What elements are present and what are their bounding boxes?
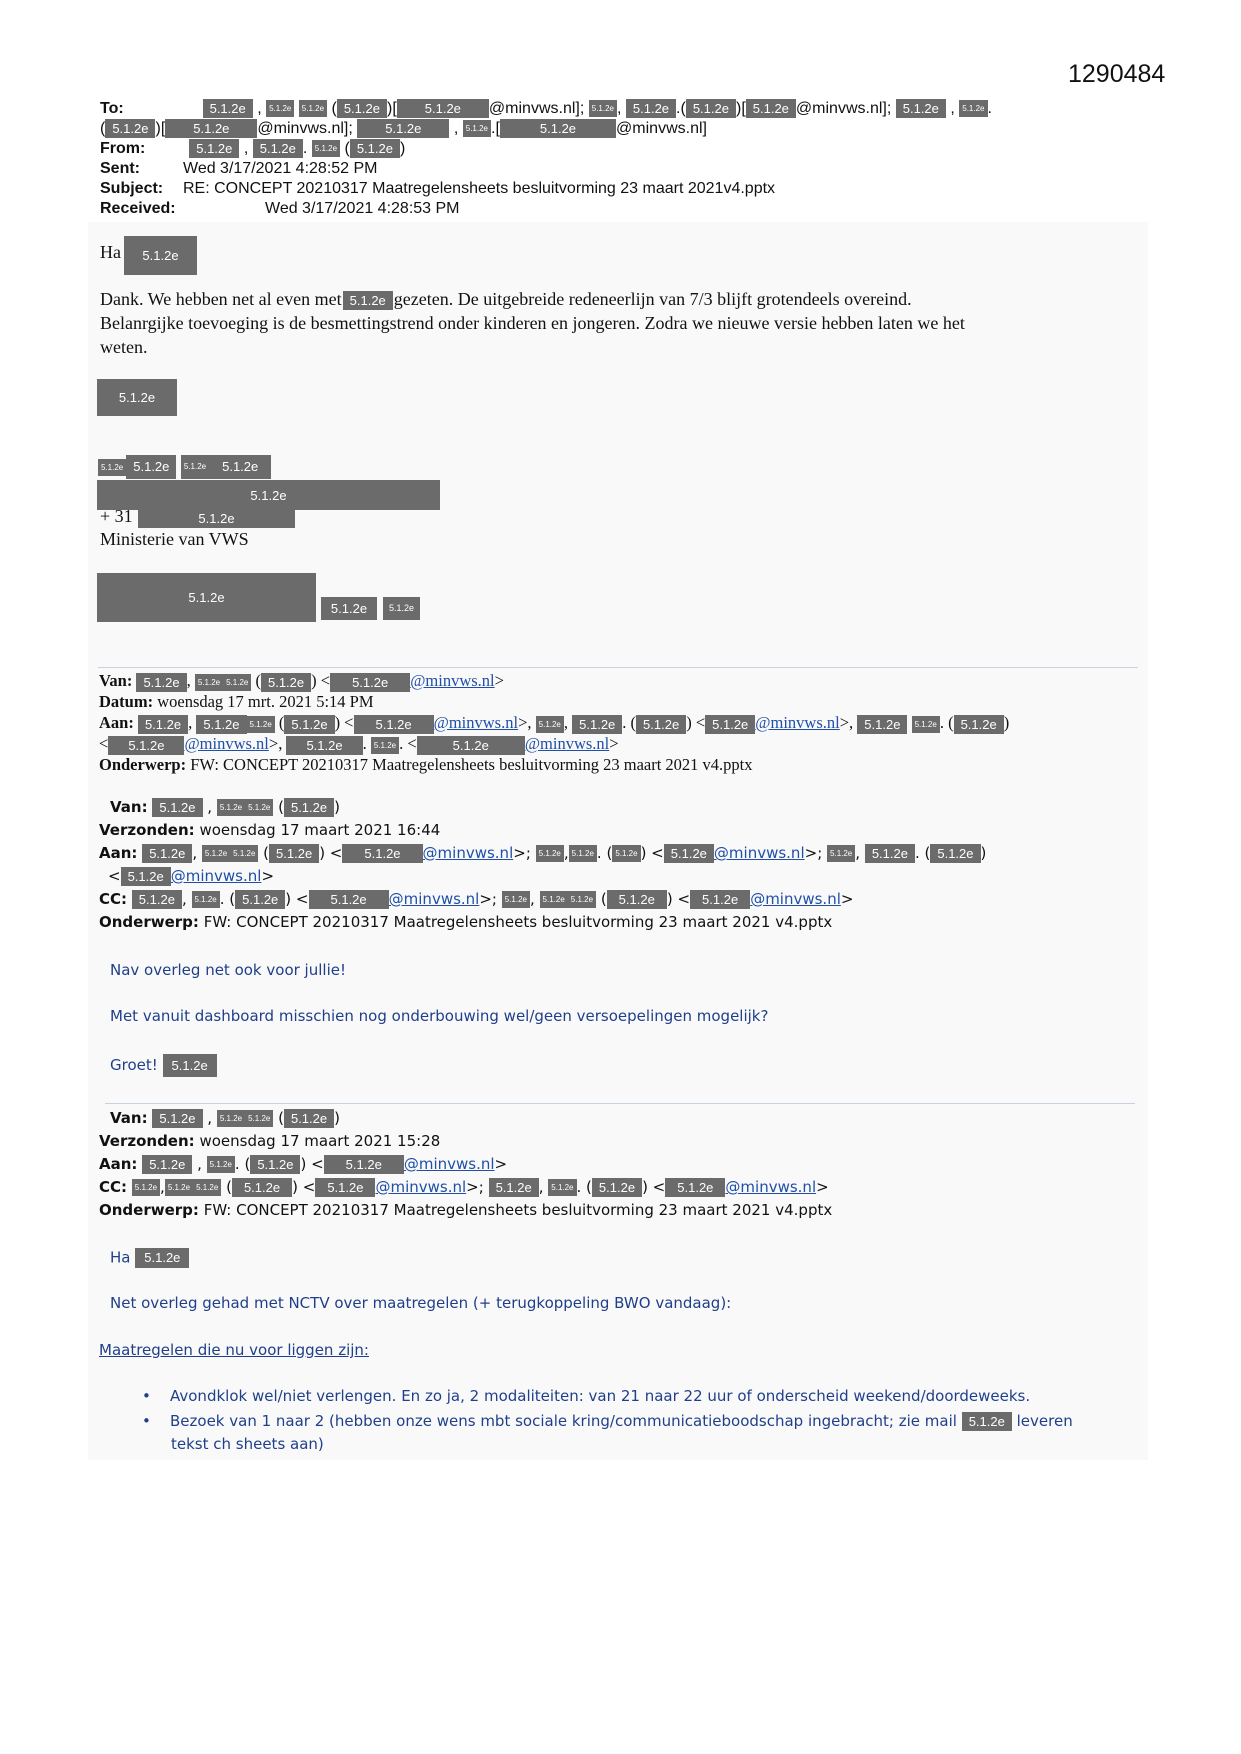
redaction: 5.1.2e [121,867,171,886]
email-link[interactable]: @minvws.nl [422,844,514,862]
redaction: 5.1.2e [138,715,188,734]
greet-text: Groet! [110,1056,158,1074]
redaction: 5.1.2e [135,1248,189,1268]
to-line: To: 5.1.2e , 5.1.2e 5.1.2e ( 5.1.2e )[ 5.1.2e @minvws.nl]; 5.1.2e , 5.1.2e .( 5.1.2e )[ 5.1.2e @minvws.nl]; 5.1.2e , 5.1.2e . [100,100,992,117]
verzonden-value: woensdag 17 maart 2021 16:44 [199,821,441,839]
redaction: 5.1.2e [181,455,209,479]
email4-verzonden [99,1130,440,1153]
bullet-text: Avondklok wel/niet verlengen. En zo ja, 2 modaliteiten: van 21 naar 22 uur of onderscheid weekend/doordeweeks. [170,1387,1031,1405]
phone-prefix: + 31 [100,506,133,526]
email4-greeting [110,1248,189,1268]
received-line [100,199,176,219]
email-domain: @minvws.nl [795,100,883,117]
redaction: 5.1.2e [284,715,334,734]
redaction: 5.1.2e [203,99,253,118]
redaction: 5.1.2e [209,455,271,479]
email-link[interactable]: @minvws.nl [433,713,519,732]
email2-aan: Aan: 5.1.2e , 5.1.2e 5.1.2e ( 5.1.2e ) < 5.1.2e @minvws.nl>, 5.1.2e , 5.1.2e . ( 5.1.2e ) < 5.1.2e @minvws.nl>, 5.1.2e 5.1.2e . ( 5.1.2e ) [99,713,1010,732]
redaction: 5.1.2e [312,140,340,157]
verzonden-label: Verzonden: [99,1132,195,1150]
email-link[interactable]: @minvws.nl [388,890,480,908]
redaction: 5.1.2e [592,1178,642,1197]
redaction: 5.1.2e [266,100,294,117]
email-domain: @minvws.nl [488,100,576,117]
redaction: 5.1.2e [500,119,616,138]
redaction: 5.1.2e [247,716,275,733]
onderwerp-label: Onderwerp: [99,1201,199,1219]
datum-value: woensdag 17 mrt. 2021 5:14 PM [157,692,374,711]
email-link[interactable]: @minvws.nl [170,867,262,885]
redaction: 5.1.2e [746,99,796,118]
redaction: 5.1.2e [223,674,251,691]
redaction: 5.1.2e [189,139,239,158]
redaction: 5.1.2e [636,715,686,734]
redaction: 5.1.2e [568,891,596,908]
email2-aan-2: < 5.1.2e @minvws.nl>, 5.1.2e . 5.1.2e . < 5.1.2e @minvws.nl> [99,734,619,753]
email2-van: Van: 5.1.2e , 5.1.2e 5.1.2e ( 5.1.2e ) < 5.1.2e @minvws.nl> [99,671,504,690]
to-line-2: ( 5.1.2e )[ 5.1.2e @minvws.nl]; 5.1.2e , 5.1.2e .[ 5.1.2e @minvws.nl] [100,120,707,137]
redaction: 5.1.2e [217,1110,245,1127]
redaction: 5.1.2e [665,1178,725,1197]
aan-label: Aan: [99,713,134,732]
ministry: Ministerie van VWS [100,529,249,549]
to-label: To: [100,100,124,117]
subject-value: RE: CONCEPT 20210317 Maatregelensheets besluitvorming 23 maart 2021v4.pptx [183,180,776,197]
email-domain: @minvws.nl [257,120,344,137]
redaction: 5.1.2e [195,674,223,691]
received-label: Received: [100,200,176,217]
email-link[interactable]: @minvws.nl [184,734,269,753]
greeting-text: Ha [110,1248,131,1267]
redaction: 5.1.2e [589,100,617,117]
email3-line-2: Met vanuit dashboard misschien nog onderbouwing wel/geen versoepelingen mogelijk? [110,1007,769,1025]
from-line: From: 5.1.2e , 5.1.2e . 5.1.2e ( 5.1.2e ) [100,140,406,157]
received-value: Wed 3/17/2021 4:28:53 PM [265,200,460,217]
body-text: Dank. We hebben net al even met [100,289,342,309]
email3-greet [110,1054,217,1077]
redaction: 5.1.2e [357,119,449,138]
email-link[interactable]: @minvws.nl [713,844,805,862]
redaction: 5.1.2e [235,890,285,909]
redaction: 5.1.2e [321,597,377,620]
redaction: 5.1.2e [192,891,220,908]
redaction: 5.1.2e [136,673,186,692]
redaction: 5.1.2e [962,1412,1012,1431]
verzonden-value: woensdag 17 maart 2021 15:28 [199,1132,441,1150]
redaction: 5.1.2e [163,1054,217,1077]
van-label: Van: [110,1109,148,1127]
email-link[interactable]: @minvws.nl [410,671,495,690]
redaction: 5.1.2e [954,715,1004,734]
email3-aan-2: < 5.1.2e @minvws.nl> [108,867,275,885]
redaction: 5.1.2e [664,844,714,863]
redaction: 5.1.2e [827,845,855,862]
email3-van: Van: 5.1.2e , 5.1.2e 5.1.2e ( 5.1.2e ) [110,798,340,816]
email-link[interactable]: @minvws.nl [750,890,841,908]
body-line-1 [100,287,912,311]
redaction: 5.1.2e [330,673,410,692]
redaction: 5.1.2e [98,459,126,476]
datum-label: Datum: [99,692,154,711]
redaction: 5.1.2e [865,844,915,863]
from-label: From: [100,140,146,157]
redaction: 5.1.2e [502,891,530,908]
email-link[interactable]: @minvws.nl [755,713,840,732]
onderwerp-value: FW: CONCEPT 20210317 Maatregelensheets besluitvorming 23 maart 2021 v4.pptx [203,913,833,931]
redaction: 5.1.2e [354,715,434,734]
email3-cc: CC: 5.1.2e , 5.1.2e . ( 5.1.2e ) < 5.1.2e @minvws.nl>; 5.1.2e , 5.1.2e 5.1.2e ( 5.1.2e ) < 5.1.2e @minvws.nl> [99,890,854,908]
redaction: 5.1.2e [337,99,387,118]
redaction: 5.1.2e [245,799,273,816]
bullet-icon: • [142,1412,151,1430]
redaction: 5.1.2e [930,844,980,863]
email3-onderwerp [99,911,832,934]
greeting-text: Ha [100,242,121,262]
redaction: 5.1.2e [857,715,907,734]
redaction: 5.1.2e [152,798,202,817]
redaction: 5.1.2e [138,508,295,528]
redaction: 5.1.2e [245,1110,273,1127]
email4-line-1: Net overleg gehad met NCTV over maatregelen (+ terugkoppeling BWO vandaag): [110,1294,732,1312]
redaction: 5.1.2e [286,736,362,755]
email-link[interactable]: @minvws.nl [403,1155,495,1173]
sent-line [100,159,140,179]
cc-label: CC: [99,1178,128,1196]
document-number: 1290484 [1068,60,1166,88]
email-link[interactable]: @minvws.nl [375,1178,467,1196]
bullet-item-2 [142,1412,1073,1431]
redaction: 5.1.2e [142,1155,192,1174]
onderwerp-value: FW: CONCEPT 20210317 Maatregelensheets besluitvorming 23 maart 2021 v4.pptx [203,1201,833,1219]
redaction: 5.1.2e [540,891,568,908]
signature-name [98,455,271,479]
redaction: 5.1.2e [207,1156,235,1173]
redaction: 5.1.2e [705,715,755,734]
divider [105,1103,1135,1104]
redaction: 5.1.2e [284,1109,334,1128]
onderwerp-label: Onderwerp: [99,755,187,774]
greeting [100,240,121,264]
aan-label: Aan: [99,1155,138,1173]
redaction: 5.1.2e [371,737,399,754]
body-line-3: weten. [100,337,148,357]
onderwerp-label: Onderwerp: [99,913,199,931]
redaction: 5.1.2e [250,1155,300,1174]
redaction: 5.1.2e [572,715,622,734]
redaction: 5.1.2e [230,845,258,862]
redaction: 5.1.2e [232,1178,292,1197]
redaction: 5.1.2e [165,1179,193,1196]
bullet-text: leveren [1016,1412,1073,1430]
redaction: 5.1.2e [350,139,400,158]
redaction: 5.1.2e [536,845,564,862]
cc-label: CC: [99,890,128,908]
bullet-item-1 [142,1387,1031,1405]
redaction: 5.1.2e [896,99,946,118]
sent-value: Wed 3/17/2021 4:28:52 PM [183,160,378,177]
redaction: 5.1.2e [912,716,940,733]
redaction: 5.1.2e [626,99,676,118]
measures-heading: Maatregelen die nu voor liggen zijn: [99,1341,369,1359]
redaction: 5.1.2e [202,845,230,862]
divider [98,667,1138,668]
aan-label: Aan: [99,844,138,862]
email4-cc: CC: 5.1.2e , 5.1.2e 5.1.2e ( 5.1.2e ) < 5.1.2e @minvws.nl>; 5.1.2e , 5.1.2e . ( 5.1.2e ) < 5.1.2e @minvws.nl> [99,1178,829,1196]
redaction: 5.1.2e [193,1179,221,1196]
verzonden-label: Verzonden: [99,821,195,839]
redaction: 5.1.2e [612,845,640,862]
redaction: 5.1.2e [269,844,319,863]
body-text: gezeten. De uitgebreide redeneerlijn van 7/3 blijft grotendeels overeind. [393,289,912,309]
redaction: 5.1.2e [463,120,491,137]
bullet-item-2-cont: tekst ch sheets aan) [171,1435,324,1453]
redaction: 5.1.2e [315,1178,375,1197]
email4-van: Van: 5.1.2e , 5.1.2e 5.1.2e ( 5.1.2e ) [110,1109,340,1127]
email4-aan: Aan: 5.1.2e , 5.1.2e . ( 5.1.2e ) < 5.1.2e @minvws.nl> [99,1155,508,1173]
redaction: 5.1.2e [686,99,736,118]
email-link[interactable]: @minvws.nl [524,734,610,753]
redaction: 5.1.2e [217,799,245,816]
redaction: 5.1.2e [165,119,257,138]
redaction: 5.1.2e [417,736,525,755]
email3-line-1: Nav overleg net ook voor jullie! [110,961,346,979]
subject-label: Subject: [100,180,164,197]
redaction: 5.1.2e [343,291,393,310]
redaction: 5.1.2e [959,100,987,117]
redaction: 5.1.2e [397,99,489,118]
email3-aan: Aan: 5.1.2e , 5.1.2e 5.1.2e ( 5.1.2e ) < 5.1.2e @minvws.nl>; 5.1.2e , 5.1.2e . ( 5.1.2e ) < 5.1.2e @minvws.nl>; 5.1.2e , 5.1.2e . ( 5.1.2e ) [99,844,987,862]
redaction: 5.1.2e [548,1179,576,1196]
redaction: 5.1.2e [196,715,246,734]
email3-verzonden [99,819,440,842]
redaction: 5.1.2e [261,673,311,692]
redaction: 5.1.2e [152,1109,202,1128]
redaction: 5.1.2e [324,1155,404,1174]
van-label: Van: [110,798,148,816]
email-link[interactable]: @minvws.nl [725,1178,817,1196]
redaction: 5.1.2e [489,1178,539,1197]
bullet-text: Bezoek van 1 naar 2 (hebben onze wens mbt sociale kring/communicatieboodschap ingebracht; zie mail [170,1412,957,1430]
redaction: 5.1.2e [97,573,316,622]
onderwerp-value: FW: CONCEPT 20210317 Maatregelensheets besluitvorming 23 maart 2021 v4.pptx [190,755,753,774]
redaction: 5.1.2e [108,736,184,755]
redaction: 5.1.2e [536,716,564,733]
redaction: 5.1.2e [124,236,197,275]
redaction: 5.1.2e [607,890,667,909]
van-label: Van: [99,671,133,690]
email2-datum [99,691,374,712]
redaction: 5.1.2e [97,480,440,510]
redaction: 5.1.2e [690,890,750,909]
redaction: 5.1.2e [299,100,327,117]
sent-label: Sent: [100,160,140,177]
redaction: 5.1.2e [569,845,597,862]
redaction: 5.1.2e [383,597,420,620]
body-line-2: Belanrgijke toevoeging is de besmettingstrend onder kinderen en jongeren. Zodra we nieuwe versie hebben laten we het [100,313,965,333]
redaction: 5.1.2e [105,119,155,138]
email2-onderwerp [99,754,753,775]
redaction: 5.1.2e [309,890,389,909]
redaction: 5.1.2e [142,844,192,863]
redaction: 5.1.2e [126,455,176,479]
redaction: 5.1.2e [284,798,334,817]
redaction: 5.1.2e [132,890,182,909]
redaction: 5.1.2e [97,379,177,416]
redaction: 5.1.2e [132,1179,160,1196]
subject-line [100,179,163,199]
bullet-icon: • [142,1387,151,1405]
email-domain: @minvws.nl [616,120,703,137]
redaction: 5.1.2e [342,844,422,863]
email4-onderwerp [99,1199,832,1222]
redaction: 5.1.2e [253,139,303,158]
